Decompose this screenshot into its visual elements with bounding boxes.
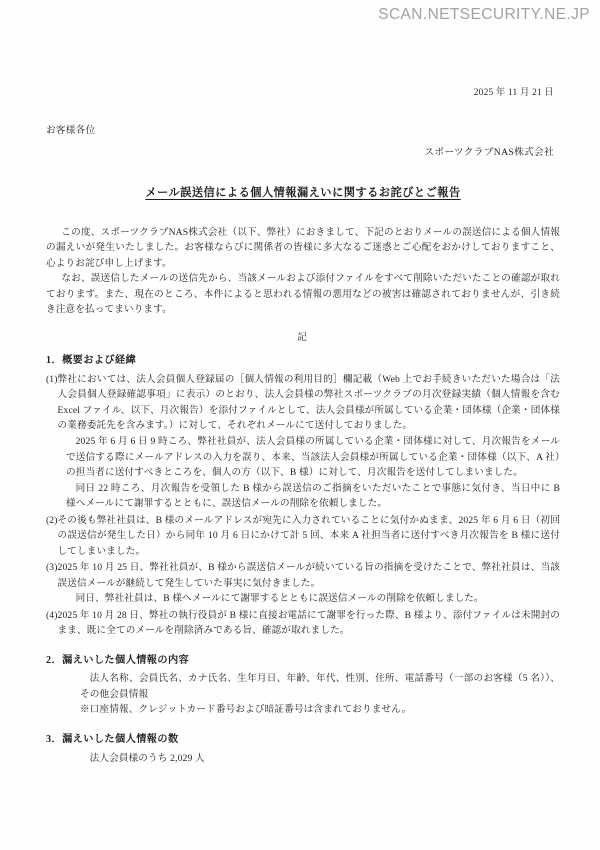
section-heading-2: 2．漏えいした個人情報の内容	[46, 654, 190, 666]
item-sub-paragraph: 同日、弊社社員は、B 様へメールにて謝罪するとともに誤送信メールの削除を依頼しました。	[75, 593, 484, 605]
list-item	[46, 560, 560, 591]
addressee-line: お客様各位	[46, 125, 96, 137]
page-title: メール誤送信による個人情報漏えいに関するお詫びとご報告	[145, 187, 461, 200]
item-marker: (4)	[46, 609, 58, 621]
intro-paragraph-2: なお、誤送信したメールの送信先から、当該メールおよび添付ファイルをすべて削除いただいたことの確認が取れております。また、現在のところ、本件によると思われる情報の悪用などの被害は確認されておりませんが、引き続き注意を払ってまいります。	[46, 273, 560, 316]
document-date: 2025 年 11 月 21 日	[473, 88, 554, 98]
list-item	[46, 372, 560, 434]
item-marker: (3)	[46, 562, 58, 574]
letter-body	[46, 86, 560, 766]
intro-paragraph-1: この度、スポーツクラブNAS株式会社（以下、弊社）におきまして、下記のとおりメールの誤送信による個人情報の漏えいが発生いたしました。お客様ならびに関係者の皆様に多大なるご迷惑とご心配をおかけしておりますこと、心よりお詫び申し上げます。	[46, 226, 560, 269]
list-item	[46, 608, 560, 639]
leaked-record-count: 法人会員様のうち 2,029 人	[89, 752, 205, 764]
leaked-info-contents: 法人名称、会員氏名、カナ氏名、生年月日、年齢、年代、性別、住所、電話番号（一部のお客様（5 名））、その他会員情報	[80, 673, 560, 700]
item-text: 弊社においては、法人会員個人登録届の［個人情報の利用目的］欄記載（Web 上でお手続きいただいた場合は「法人会員個人登録確認事項」に表示）のとおり、法人会員様の弊社スポーツクラブの月次登録実績（個人情報を含む Excel ファイル、以下、月次報告）を添付ファイルとして、法人会員様が所属している企業・団体様（企業・団体様の業務委託先を含みます。）に対して、それぞれメールにて送付しておりました。	[57, 373, 560, 432]
item-text: 2025 年 10 月 25 日、弊社社員が、B 様から誤送信メールが続いている旨の指摘を受けたことで、弊社社員は、当該誤送信メールが継続して発生していた事実に気付きました。	[57, 562, 560, 589]
item-marker: (1)	[46, 373, 58, 385]
section-heading-3: 3．漏えいした個人情報の数	[46, 734, 179, 745]
list-item	[46, 513, 560, 560]
sender-company-name: スポーツクラブNAS株式会社	[424, 146, 554, 158]
leaked-info-exclusions: ※口座情報、クレジットカード番号および暗証番号は含まれておりません。	[80, 704, 412, 716]
item-text: その後も弊社社員は、B 様のメールアドレスが宛先に入力されていることに気付かぬまま、2025 年 6 月 6 日（初回の誤送信が発生した日）から同年 10 月 6 日にかけて計 5 回、本来 A 社担当者に送付すべき月次報告を B 様に送付してしまいました。	[57, 514, 560, 557]
ki-marker: 記	[297, 331, 309, 343]
item-sub-paragraph: 2025 年 6 月 6 日 9 時ころ、弊社社員が、法人会員様の所属している企業・団体様に対して、月次報告をメールで送信する際にメールアドレスの入力を誤り、本来、当該法人会員様が所属している企業・団体様（以下、A 社）の担当者に送付すべきところを、個人の方（以下、B 様）に対して、月次報告を送付してしまいました。	[66, 435, 560, 479]
section-heading-1: 1．概要および経緯	[46, 355, 137, 367]
item-text: 2025 年 10 月 28 日、弊社の執行役員が B 様に直接お電話にて謝罪を行った際、B 様より、添付ファイルは未開封のまま、既に全てのメールを削除済みである旨、確認が取れました。	[57, 609, 560, 637]
site-watermark: SCAN.NETSECURITY.NE.JP	[378, 6, 590, 23]
item-sub-paragraph: 同日 22 時ころ、月次報告を受領した B 様から誤送信のご指摘をいただいたことで事態に気付き、当日中に B 様へメールにて謝罪するとともに、誤送信メールの削除を依頼しました。	[66, 482, 560, 510]
item-marker: (2)	[46, 514, 58, 526]
